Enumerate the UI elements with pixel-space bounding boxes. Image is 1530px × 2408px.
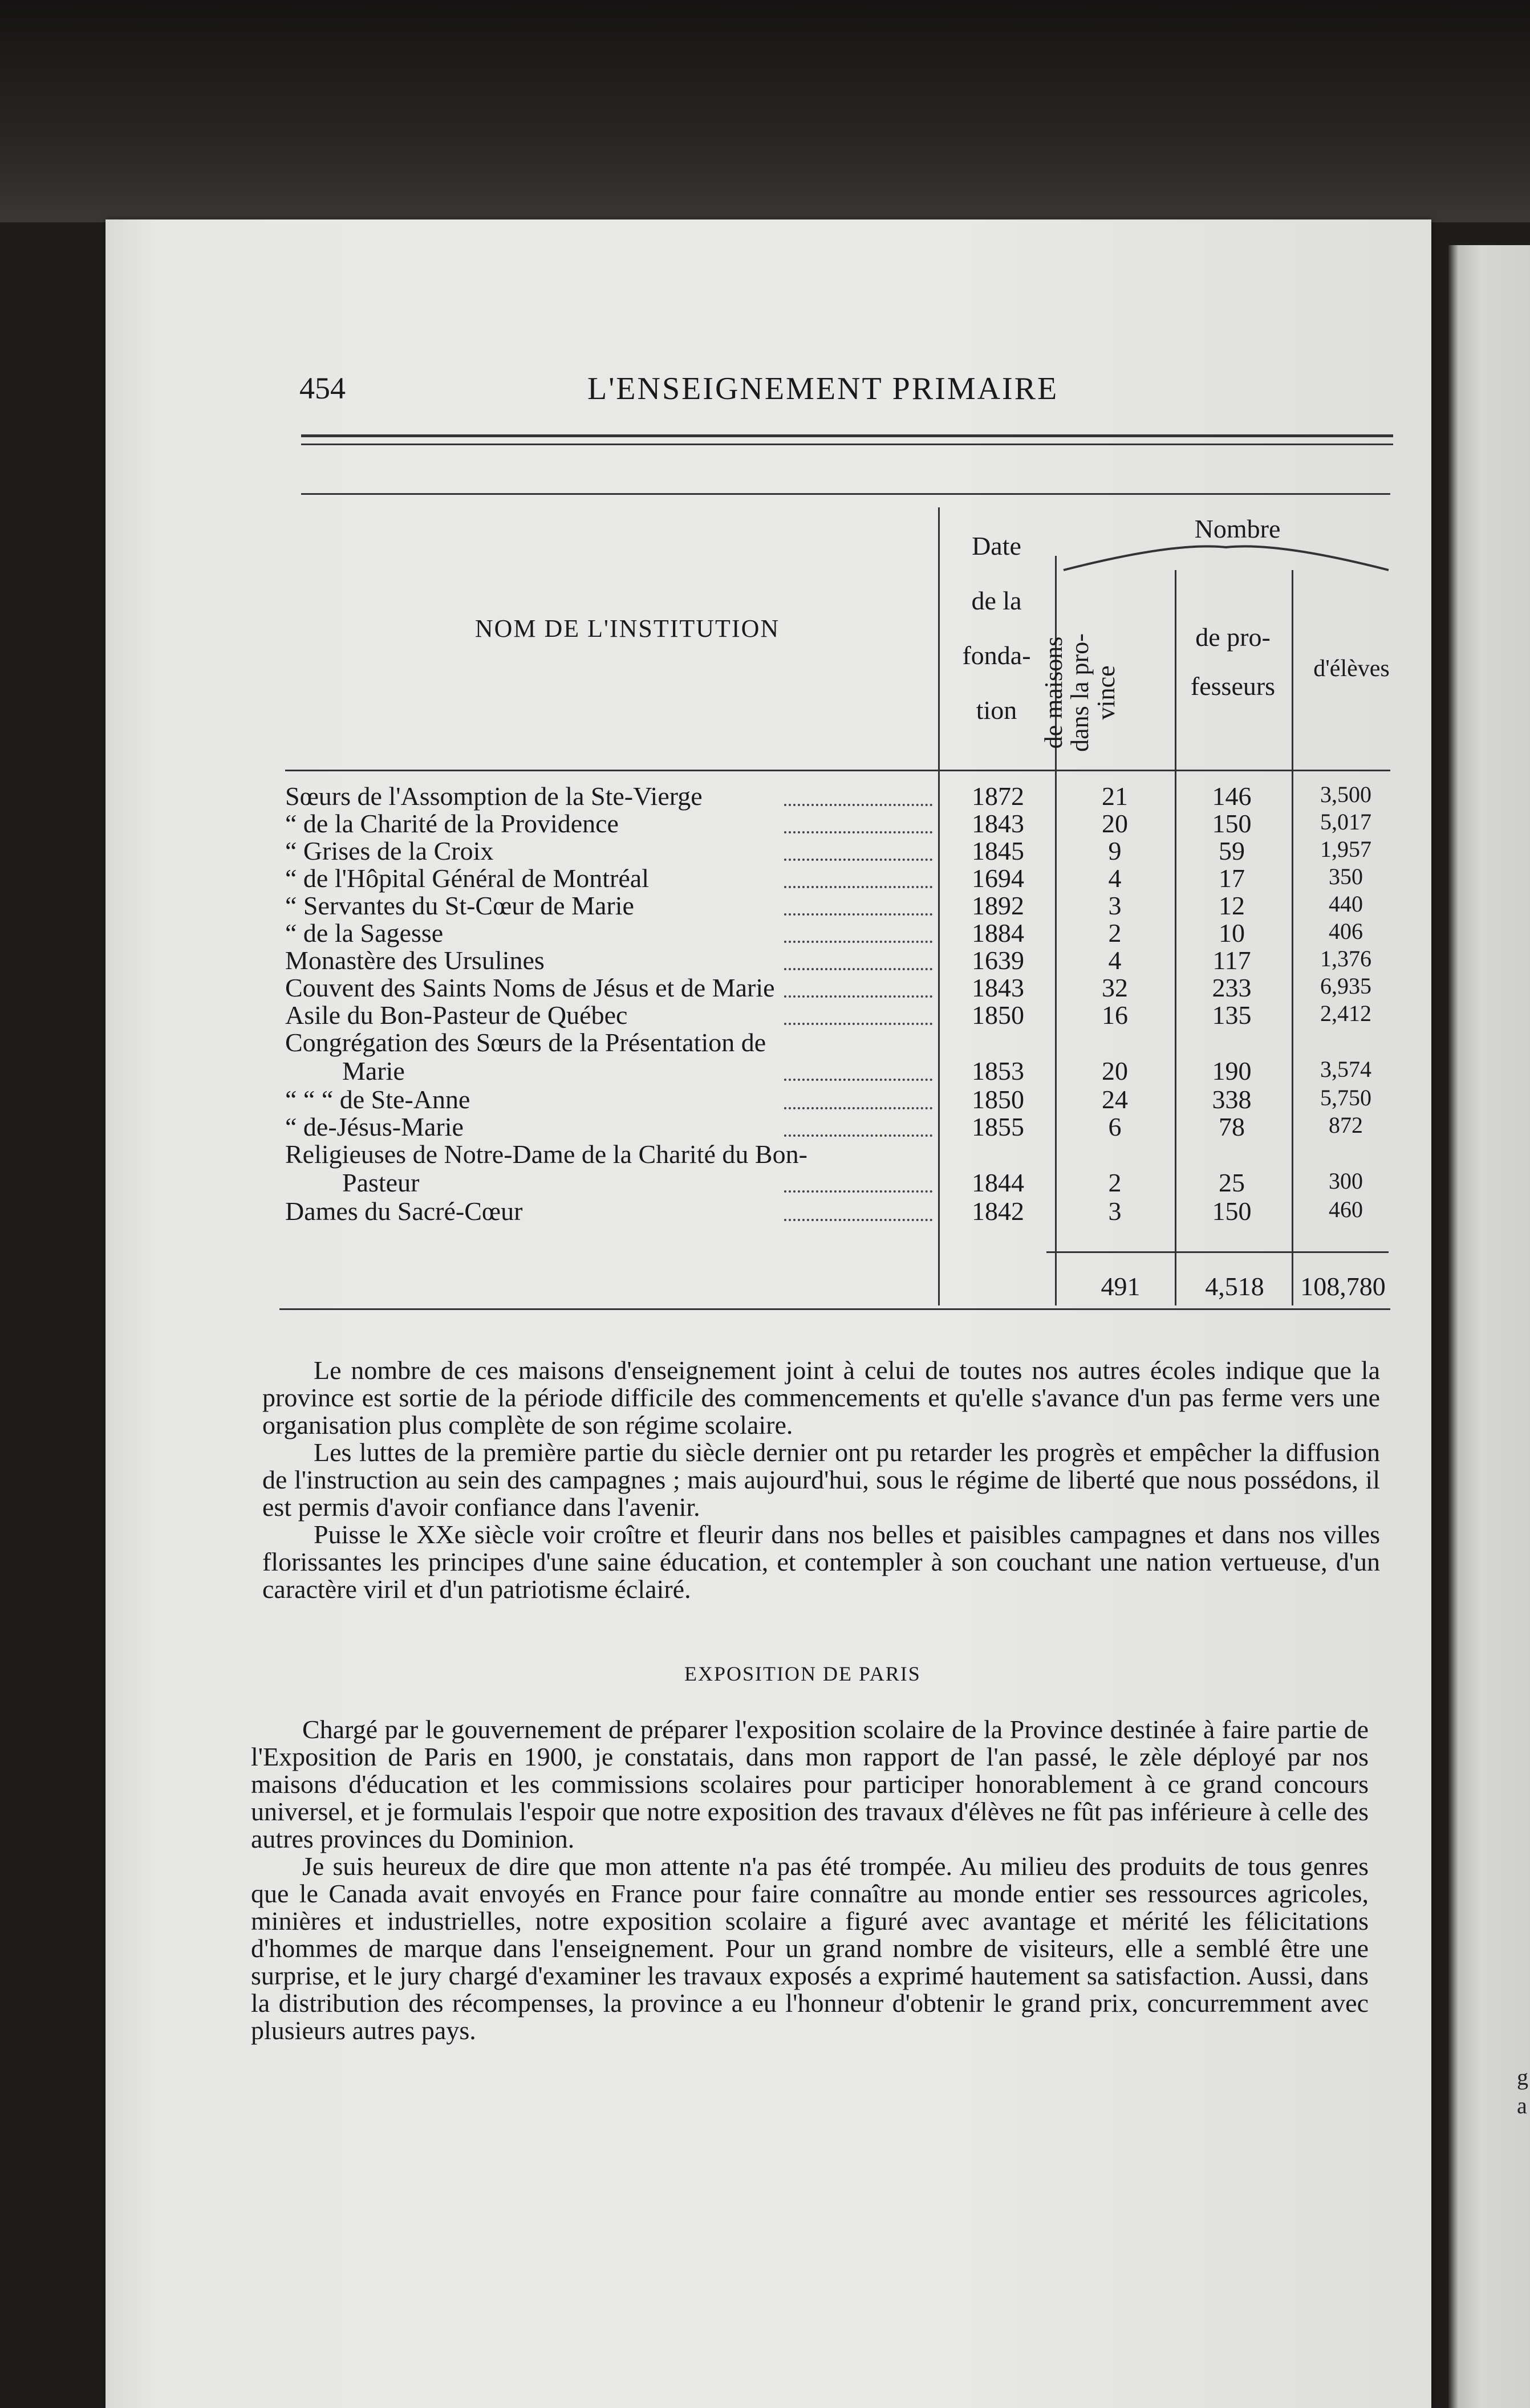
leader-dots — [784, 1107, 932, 1109]
leader-dots — [784, 1079, 932, 1081]
header-rule — [301, 444, 1393, 445]
table-row — [285, 1027, 1397, 1084]
cell-students: 440 — [1329, 891, 1363, 917]
institution-name: “ de-Jésus-Marie — [285, 1112, 464, 1141]
header-institution: NOM DE L'INSTITUTION — [474, 615, 780, 642]
table-row — [285, 1112, 1397, 1139]
paragraph: Je suis heureux de dire que mon attente n'a pas été trompée. Au milieu des produits de tous genres que le Canada avait envoyés en France pour faire connaître au monde entier ses ressources agricoles, minières et industrielles, notre exposition scolaire a figuré avec avantage et mérité les félicitations d'hommes de marque dans l'enseignement. Pour un grand nombre de visiteurs, elle a semblé être une surprise, et le jury chargé d'examiner les travaux exposés a exprimé hautement sa satisfaction. Aussi, dans la distribution des récompenses, la province a eu l'honneur d'obtenir le grand prix, concurremment avec plusieurs autres pays. — [251, 1852, 1369, 2045]
header-students: d'élèves — [1313, 656, 1390, 682]
cell-students: 406 — [1329, 918, 1363, 944]
total-houses: 491 — [1101, 1272, 1141, 1301]
cell-houses: 32 — [1102, 973, 1128, 1002]
header-houses-line: vince — [1092, 665, 1120, 720]
facing-page-letter: g — [1517, 2064, 1528, 2090]
cell-teachers: 338 — [1212, 1085, 1252, 1114]
cell-houses: 2 — [1108, 1168, 1122, 1197]
totals-rule — [1046, 1251, 1389, 1253]
table-row — [285, 918, 1397, 945]
cell-teachers: 190 — [1212, 1056, 1252, 1085]
cell-teachers: 233 — [1212, 973, 1252, 1002]
paragraph: Chargé par le gouvernement de préparer l'exposition scolaire de la Province destinée à faire partie de l'Exposition de Paris en 1900, je constatais, dans mon rapport de l'an passé, le zèle déployé par nos maisons d'éducation et les commissions scolaires pour participer honorablement à ce grand concours universel, et je formulais l'espoir que notre exposition des travaux d'élèves ne fût pas inférieure à celle des autres provinces du Dominion. — [251, 1715, 1369, 1853]
cell-houses: 16 — [1102, 1000, 1128, 1030]
header-date — [941, 527, 1052, 729]
header-date-line: de la — [971, 586, 1022, 615]
leader-dots — [784, 1190, 932, 1193]
facing-page-edge — [1448, 245, 1530, 2408]
leader-dots — [784, 968, 932, 970]
cell-students: 300 — [1329, 1168, 1363, 1194]
table-head-rule — [285, 770, 1390, 771]
leader-dots — [784, 859, 932, 861]
institution-name: “ de l'Hôpital Général de Montréal — [285, 864, 649, 893]
cell-date: 1892 — [972, 891, 1024, 920]
institution-name: “ de la Sagesse — [285, 918, 444, 947]
institution-name: Congrégation des Sœurs de la Présentation de — [285, 1028, 766, 1057]
institution-name: Dames du Sacré-Cœur — [285, 1197, 523, 1226]
header-date-line: tion — [976, 695, 1017, 725]
table-row — [285, 1196, 1397, 1226]
cell-houses: 20 — [1102, 809, 1128, 838]
header-houses — [1041, 601, 1126, 784]
cell-teachers: 135 — [1212, 1000, 1252, 1030]
leader-dots — [784, 1134, 932, 1137]
table-row — [285, 973, 1397, 1000]
paragraph: Les luttes de la première partie du siècle dernier ont pu retarder les progrès et empêcher la diffusion de l'instruction au sein des campagnes ; mais aujourd'hui, sous le régime de liberté que nous possédons, il est permis d'avoir confiance dans l'avenir. — [262, 1438, 1380, 1522]
institution-name: “ de la Charité de la Providence — [285, 809, 619, 838]
cell-date: 1844 — [972, 1168, 1024, 1197]
leader-dots — [784, 886, 932, 888]
table-bottom-rule — [279, 1308, 1390, 1310]
cell-teachers: 17 — [1219, 864, 1245, 893]
cell-students: 1,376 — [1320, 946, 1371, 971]
institution-name: “ Servantes du St-Cœur de Marie — [285, 891, 634, 920]
table-row — [285, 863, 1397, 893]
cell-houses: 20 — [1102, 1056, 1128, 1085]
cell-students: 5,017 — [1320, 809, 1371, 835]
table-row — [285, 945, 1397, 973]
cell-teachers: 150 — [1212, 1197, 1252, 1226]
cell-date: 1639 — [972, 946, 1024, 975]
cell-date: 1845 — [972, 836, 1024, 865]
institution-name: Religieuses de Notre-Dame de la Charité du Bon- — [285, 1140, 807, 1169]
institution-name: Sœurs de l'Assomption de la Ste-Vierge — [285, 782, 703, 811]
institution-name-continued: Marie — [342, 1056, 405, 1085]
header-houses-line: dans la pro- — [1066, 633, 1094, 752]
leader-dots — [784, 913, 932, 916]
header-rule — [301, 434, 1393, 437]
paragraph: Le nombre de ces maisons d'enseignement joint à celui de toutes nos autres écoles indique que la province est sortie de la période difficile des commencements et qu'elle s'avance d'un pas ferme vers une organisation plus complète de son régime scolaire. — [262, 1356, 1380, 1439]
leader-dots — [784, 831, 932, 833]
cell-teachers: 12 — [1219, 891, 1245, 920]
cell-students: 3,574 — [1320, 1056, 1371, 1082]
cell-students: 3,500 — [1320, 782, 1371, 807]
institution-name: “ Grises de la Croix — [285, 836, 494, 865]
section-title: EXPOSITION DE PARIS — [684, 1662, 921, 1685]
header-teachers-line: de pro- — [1195, 623, 1271, 652]
cell-date: 1872 — [972, 782, 1024, 811]
cell-date: 1694 — [972, 864, 1024, 893]
cell-students: 5,750 — [1320, 1085, 1371, 1111]
cell-date: 1842 — [972, 1197, 1024, 1226]
header-houses-line: de maisons — [1040, 636, 1068, 749]
institution-name-continued: Pasteur — [342, 1168, 420, 1197]
cell-date: 1850 — [972, 1000, 1024, 1030]
header-teachers — [1176, 619, 1290, 705]
scanner-background — [0, 0, 1530, 222]
cell-teachers: 59 — [1219, 836, 1245, 865]
cell-students: 460 — [1329, 1197, 1363, 1222]
table-row — [285, 836, 1397, 863]
leader-dots — [784, 1219, 932, 1221]
cell-date: 1853 — [972, 1056, 1024, 1085]
cell-date: 1855 — [972, 1112, 1024, 1141]
cell-houses: 21 — [1102, 782, 1128, 811]
table-top-rule — [301, 493, 1390, 495]
cell-teachers: 117 — [1212, 946, 1251, 975]
cell-houses: 2 — [1108, 918, 1122, 947]
header-date-line: fonda- — [962, 641, 1031, 670]
total-teachers: 4,518 — [1205, 1272, 1264, 1301]
facing-page-letter: a — [1517, 2093, 1527, 2118]
page-header — [299, 371, 1121, 410]
cell-date: 1884 — [972, 918, 1024, 947]
table-row — [285, 1000, 1397, 1030]
cell-teachers: 25 — [1219, 1168, 1245, 1197]
cell-houses: 6 — [1108, 1112, 1122, 1141]
cell-date: 1843 — [972, 809, 1024, 838]
cell-teachers: 146 — [1212, 782, 1252, 811]
cell-students: 350 — [1329, 864, 1363, 889]
running-title: L'ENSEIGNEMENT PRIMAIRE — [587, 371, 1059, 406]
institution-name: “ “ “ de Ste-Anne — [285, 1085, 470, 1114]
cell-houses: 4 — [1108, 864, 1122, 893]
table-row — [285, 890, 1397, 918]
institution-name: Couvent des Saints Noms de Jésus et de Marie — [285, 973, 775, 1002]
cell-date: 1850 — [972, 1085, 1024, 1114]
header-date-line: Date — [972, 531, 1021, 560]
cell-houses: 3 — [1108, 1197, 1122, 1226]
leader-dots — [784, 804, 932, 806]
body-section-2 — [251, 1716, 1369, 2044]
leader-dots — [784, 1023, 932, 1025]
header-teachers-line: fesseurs — [1190, 672, 1276, 701]
cell-teachers: 10 — [1219, 918, 1245, 947]
page-number: 454 — [299, 371, 346, 405]
cell-houses: 4 — [1108, 946, 1122, 975]
cell-students: 2,412 — [1320, 1000, 1371, 1026]
total-students: 108,780 — [1300, 1272, 1386, 1301]
cell-houses: 3 — [1108, 891, 1122, 920]
brace-icon — [1061, 539, 1391, 573]
table-row — [285, 781, 1397, 811]
body-section-1 — [262, 1357, 1380, 1603]
table-row — [285, 808, 1397, 836]
cell-teachers: 78 — [1219, 1112, 1245, 1141]
cell-teachers: 150 — [1212, 809, 1252, 838]
cell-houses: 24 — [1102, 1085, 1128, 1114]
paragraph: Puisse le XXe siècle voir croître et fleurir dans nos belles et paisibles campagnes et dans nos villes florissantes les principes d'une saine éducation, et contempler à son couchant une nation vertueuse, d'un caractère viril et d'un patriotisme éclairé. — [262, 1520, 1380, 1604]
cell-students: 872 — [1329, 1112, 1363, 1138]
table-row — [285, 1139, 1397, 1196]
cell-students: 6,935 — [1320, 973, 1371, 999]
institution-name: Monastère des Ursulines — [285, 946, 545, 975]
header-nombre: Nombre — [1194, 514, 1281, 543]
cell-houses: 9 — [1108, 836, 1122, 865]
cell-students: 1,957 — [1320, 836, 1371, 862]
table-row — [285, 1084, 1397, 1112]
leader-dots — [784, 995, 932, 998]
institution-name: Asile du Bon-Pasteur de Québec — [285, 1000, 628, 1030]
leader-dots — [784, 941, 932, 943]
cell-date: 1843 — [972, 973, 1024, 1002]
